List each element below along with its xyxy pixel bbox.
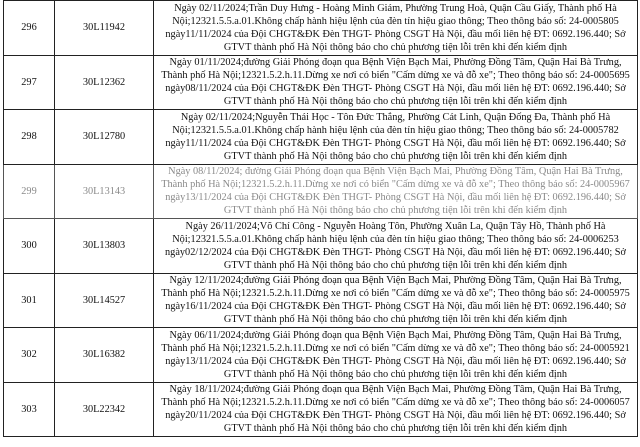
row-number: 303 [4, 382, 55, 437]
violations-table [3, 0, 638, 437]
license-plate: 30L13143 [55, 164, 154, 219]
row-number: 296 [4, 1, 55, 56]
table-row [4, 1, 638, 56]
violation-description: Ngày 08/11/2024; đường Giải Phóng đoạn qua Bệnh Viện Bạch Mai, Phường Đồng Tâm, Quận Hai Bà Trưng, Thành phố Hà Nội;12321.5.2.h.11.Dừng xe nơi có biển "Cấm dừng xe và đỗ xe"; Theo thông báo số: 24-0005967 ngày13/11/2024 của Đội CHGT&ĐK Đèn THGT- Phòng CSGT Hà Nội, đầu mối liên hệ ĐT: 0692.196.440; Sở GTVT thành phố Hà Nội thông báo cho chủ phương tiện lỗi trên khi đến kiểm định [154, 164, 638, 219]
row-number: 301 [4, 273, 55, 328]
violations-table-body [4, 1, 638, 437]
violation-description: Ngày 01/11/2024;đường Giải Phóng đoạn qua Bệnh Viện Bạch Mai, Phường Đồng Tâm, Quận Hai Bà Trưng, Thành phố Hà Nội;12321.5.2.h.11.Dừng xe nơi có biển "Cấm dừng xe và đỗ xe"; Theo thông báo số: 24-0005695 ngày08/11/2024 của Đội CHGT&ĐK Đèn THGT- Phòng CSGT Hà Nội, đầu mối liên hệ ĐT: 0692.196.440; Sở GTVT thành phố Hà Nội thông báo cho chủ phương tiện lỗi trên khi đến kiểm định [154, 55, 638, 110]
table-row [4, 55, 638, 110]
table-row [4, 273, 638, 328]
row-number: 302 [4, 328, 55, 383]
row-number: 298 [4, 110, 55, 165]
license-plate: 30L12362 [55, 55, 154, 110]
table-row [4, 328, 638, 383]
table-row [4, 382, 638, 437]
license-plate: 30L11942 [55, 1, 154, 56]
violation-description: Ngày 02/11/2024;Trần Duy Hưng - Hoàng Minh Giám, Phường Trung Hoà, Quận Cầu Giấy, Thành phố Hà Nội;12321.5.5.a.01.Không chấp hành hiệu lệnh của đèn tín hiệu giao thông; Theo thông báo số: 24-0005805 ngày11/11/2024 của Đội CHGT&ĐK Đèn THGT- Phòng CSGT Hà Nội, đầu mối liên hệ ĐT: 0692.196.440; Sở GTVT thành phố Hà Nội thông báo cho chủ phương tiện lỗi trên khi đến kiểm định [154, 1, 638, 56]
table-row [4, 110, 638, 165]
license-plate: 30L16382 [55, 328, 154, 383]
violation-description: Ngày 26/11/2024;Võ Chí Công - Nguyễn Hoàng Tôn, Phường Xuân La, Quận Tây Hồ, Thành phố Hà Nội;12321.5.5.a.01.Không chấp hành hiệu lệnh của đèn tín hiệu giao thông; Theo thông báo số: 24-0006253 ngày02/12/2024 của Đội CHGT&ĐK Đèn THGT- Phòng CSGT Hà Nội, đầu mối liên hệ ĐT: 0692.196.440; Sở GTVT thành phố Hà Nội thông báo cho chủ phương tiện lỗi trên khi đến kiểm định [154, 219, 638, 274]
license-plate: 30L12780 [55, 110, 154, 165]
violation-description: Ngày 06/11/2024;đường Giải Phóng đoạn qua Bệnh Viện Bạch Mai, Phường Đồng Tâm, Quận Hai Bà Trưng, Thành phố Hà Nội;12321.5.2.h.11.Dừng xe nơi có biển "Cấm dừng xe và đỗ xe"; Theo thông báo số: 24-0005921 ngày13/11/2024 của Đội CHGT&ĐK Đèn THGT- Phòng CSGT Hà Nội, đầu mối liên hệ ĐT: 0692.196.440; Sở GTVT thành phố Hà Nội thông báo cho chủ phương tiện lỗi trên khi đến kiểm định [154, 328, 638, 383]
row-number: 297 [4, 55, 55, 110]
violation-description: Ngày 18/11/2024;đường Giải Phóng đoạn qua Bệnh Viện Bạch Mai, Phường Đồng Tâm, Quận Hai Bà Trưng, Thành phố Hà Nội;12321.5.2.h.11.Dừng xe nơi có biển "Cấm dừng xe và đỗ xe"; Theo thông báo số: 24-0006057 ngày20/11/2024 của Đội CHGT&ĐK Đèn THGT- Phòng CSGT Hà Nội, đầu mối liên hệ ĐT: 0692.196.440; Sở GTVT thành phố Hà Nội thông báo cho chủ phương tiện lỗi trên khi đến kiểm định [154, 382, 638, 437]
license-plate: 30L13803 [55, 219, 154, 274]
license-plate: 30L14527 [55, 273, 154, 328]
violation-description: Ngày 02/11/2024;Nguyễn Thái Học - Tôn Đức Thắng, Phường Cát Linh, Quận Đống Đa, Thành phố Hà Nội;12321.5.5.a.01.Không chấp hành hiệu lệnh của đèn tín hiệu giao thông; Theo thông báo số: 24-0005782 ngày11/11/2024 của Đội CHGT&ĐK Đèn THGT- Phòng CSGT Hà Nội, đầu mối liên hệ ĐT: 0692.196.440; Sở GTVT thành phố Hà Nội thông báo cho chủ phương tiện lỗi trên khi đến kiểm định [154, 110, 638, 165]
license-plate: 30L22342 [55, 382, 154, 437]
table-row [4, 219, 638, 274]
row-number: 300 [4, 219, 55, 274]
violation-description: Ngày 12/11/2024;đường Giải Phóng đoạn qua Bệnh Viện Bạch Mai, Phường Đồng Tâm, Quận Hai Bà Trưng, Thành phố Hà Nội;12321.5.2.h.11.Dừng xe nơi có biển "Cấm dừng xe và đỗ xe"; Theo thông báo số: 24-0005975 ngày16/11/2024 của Đội CHGT&ĐK Đèn THGT- Phòng CSGT Hà Nội, đầu mối liên hệ ĐT: 0692.196.440; Sở GTVT thành phố Hà Nội thông báo cho chủ phương tiện lỗi trên khi đến kiểm định [154, 273, 638, 328]
table-row [4, 164, 638, 219]
row-number: 299 [4, 164, 55, 219]
